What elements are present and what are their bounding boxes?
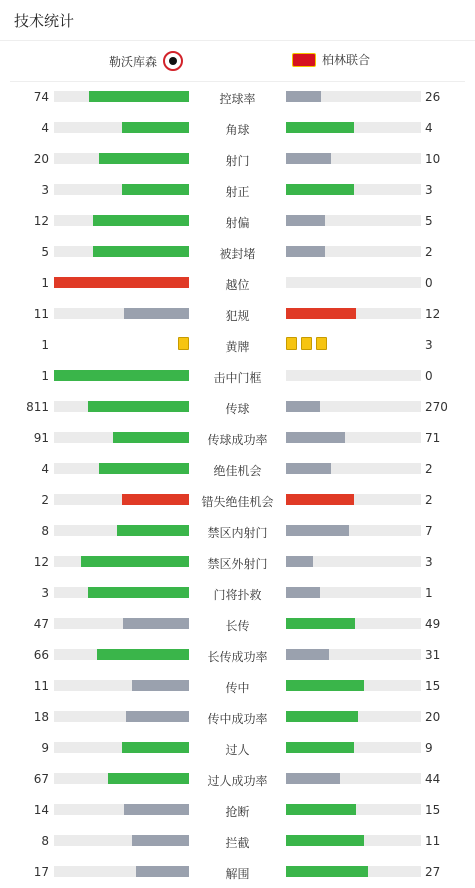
home-yellow-cards	[178, 337, 189, 350]
away-bar-fill	[286, 773, 340, 784]
home-value: 47	[33, 617, 49, 631]
stat-label: 门将扑救	[213, 588, 262, 602]
away-team[interactable]	[292, 51, 370, 68]
away-value: 31	[425, 648, 441, 662]
away-bar-track	[286, 308, 421, 319]
away-value: 3	[425, 338, 433, 352]
home-value: 1	[41, 276, 49, 290]
away-value: 15	[425, 803, 441, 817]
home-bar-fill	[97, 649, 189, 660]
away-value: 2	[425, 245, 433, 259]
home-team[interactable]	[109, 51, 183, 71]
stat-label: 长传成功率	[207, 650, 268, 664]
home-bar-track	[54, 184, 189, 195]
home-bar-fill	[88, 587, 189, 598]
home-value: 1	[41, 369, 49, 383]
away-value: 1	[425, 586, 433, 600]
away-bar-track	[286, 773, 421, 784]
stat-label: 传中成功率	[207, 712, 268, 726]
away-bar-fill	[286, 680, 364, 691]
stat-label: 过人成功率	[207, 774, 268, 788]
away-bar-track	[286, 649, 421, 660]
home-bar-fill	[122, 122, 190, 133]
home-value: 18	[33, 710, 49, 724]
stat-row	[0, 205, 475, 236]
home-value: 4	[41, 462, 49, 476]
home-bar-fill	[122, 742, 190, 753]
stat-row	[0, 81, 475, 112]
home-bar-fill	[117, 525, 189, 536]
home-value: 12	[33, 555, 49, 569]
away-bar-fill	[286, 742, 354, 753]
stat-label: 禁区内射门	[207, 526, 268, 540]
home-bar-track	[54, 680, 189, 691]
stat-label: 传球	[225, 402, 250, 416]
stat-label: 传球成功率	[207, 433, 268, 447]
away-bar-track	[286, 556, 421, 567]
stat-label: 过人	[225, 743, 250, 757]
away-bar-fill	[286, 463, 331, 474]
home-value: 3	[41, 183, 49, 197]
stats-list	[0, 81, 475, 887]
home-bar-track	[54, 370, 189, 381]
stat-row	[0, 329, 475, 360]
away-value: 12	[425, 307, 441, 321]
home-team-logo-icon	[163, 51, 183, 71]
home-bar-fill	[136, 866, 189, 877]
away-bar-fill	[286, 835, 364, 846]
stat-row	[0, 360, 475, 391]
home-value: 811	[26, 400, 49, 414]
home-value: 74	[33, 90, 49, 104]
away-bar-track	[286, 742, 421, 753]
home-value: 4	[41, 121, 49, 135]
yellow-card-icon	[316, 337, 327, 350]
away-bar-fill	[286, 587, 320, 598]
stat-label: 拦截	[225, 836, 250, 850]
stat-label: 射正	[225, 185, 250, 199]
away-bar-track	[286, 525, 421, 536]
home-bar-fill	[124, 804, 189, 815]
home-value: 8	[41, 834, 49, 848]
home-bar-fill	[124, 308, 189, 319]
home-bar-fill	[113, 432, 189, 443]
home-bar-fill	[123, 618, 189, 629]
stat-row	[0, 732, 475, 763]
home-bar-fill	[132, 835, 189, 846]
away-bar-track	[286, 370, 421, 381]
away-bar-track	[286, 587, 421, 598]
home-bar-track	[54, 246, 189, 257]
away-value: 15	[425, 679, 441, 693]
home-bar-fill	[93, 246, 189, 257]
away-bar-fill	[286, 618, 355, 629]
away-bar-fill	[286, 401, 320, 412]
away-team-name: 柏林联合	[322, 53, 371, 67]
stat-row	[0, 391, 475, 422]
stat-label: 角球	[225, 123, 250, 137]
away-bar-track	[286, 91, 421, 102]
home-bar-track	[54, 122, 189, 133]
stat-row	[0, 174, 475, 205]
stat-label: 击中门框	[213, 371, 262, 385]
home-bar-track	[54, 866, 189, 877]
home-value: 11	[33, 679, 49, 693]
away-bar-track	[286, 494, 421, 505]
away-value: 0	[425, 369, 433, 383]
home-bar-track	[54, 711, 189, 722]
away-bar-fill	[286, 215, 325, 226]
stat-label: 越位	[225, 278, 250, 292]
home-value: 11	[33, 307, 49, 321]
away-bar-track	[286, 277, 421, 288]
home-bar-fill	[122, 494, 190, 505]
home-bar-track	[54, 835, 189, 846]
away-bar-fill	[286, 525, 349, 536]
home-value: 2	[41, 493, 49, 507]
stat-row	[0, 422, 475, 453]
home-bar-track	[54, 742, 189, 753]
home-bar-track	[54, 153, 189, 164]
stat-row	[0, 143, 475, 174]
stat-row	[0, 453, 475, 484]
home-value: 1	[41, 338, 49, 352]
stat-label: 绝佳机会	[213, 464, 262, 478]
home-value: 67	[33, 772, 49, 786]
away-value: 44	[425, 772, 441, 786]
away-bar-track	[286, 866, 421, 877]
away-value: 270	[425, 400, 448, 414]
away-bar-fill	[286, 432, 345, 443]
away-value: 2	[425, 462, 433, 476]
stat-row	[0, 701, 475, 732]
home-value: 9	[41, 741, 49, 755]
home-value: 14	[33, 803, 49, 817]
home-bar-fill	[122, 184, 190, 195]
stat-label: 禁区外射门	[207, 557, 268, 571]
away-value: 10	[425, 152, 441, 166]
home-bar-track	[54, 773, 189, 784]
home-bar-fill	[132, 680, 189, 691]
away-value: 71	[425, 431, 441, 445]
home-bar-fill	[88, 401, 189, 412]
away-bar-track	[286, 804, 421, 815]
stat-row	[0, 484, 475, 515]
home-bar-fill	[89, 91, 189, 102]
away-value: 0	[425, 276, 433, 290]
away-bar-track	[286, 246, 421, 257]
away-bar-fill	[286, 153, 331, 164]
yellow-card-icon	[286, 337, 297, 350]
home-value: 20	[33, 152, 49, 166]
away-bar-fill	[286, 308, 356, 319]
away-bar-fill	[286, 122, 354, 133]
away-bar-track	[286, 153, 421, 164]
yellow-card-icon	[301, 337, 312, 350]
away-bar-fill	[286, 246, 325, 257]
stat-label: 错失绝佳机会	[201, 495, 274, 509]
away-bar-track	[286, 618, 421, 629]
home-bar-track	[54, 91, 189, 102]
home-bar-fill	[99, 463, 189, 474]
stat-row	[0, 267, 475, 298]
stat-label: 黄牌	[225, 340, 250, 354]
home-bar-fill	[108, 773, 189, 784]
home-bar-fill	[93, 215, 189, 226]
away-bar-fill	[286, 494, 354, 505]
stat-label: 控球率	[219, 92, 256, 106]
home-bar-track	[54, 401, 189, 412]
home-bar-track	[54, 649, 189, 660]
stat-row	[0, 763, 475, 794]
away-bar-track	[286, 463, 421, 474]
stat-row	[0, 856, 475, 887]
away-value: 4	[425, 121, 433, 135]
away-bar-track	[286, 711, 421, 722]
away-value: 7	[425, 524, 433, 538]
away-value: 11	[425, 834, 441, 848]
stat-label: 传中	[225, 681, 250, 695]
home-bar-track	[54, 618, 189, 629]
teams-row	[10, 41, 465, 82]
away-bar-track	[286, 835, 421, 846]
stat-row	[0, 236, 475, 267]
stat-label: 长传	[225, 619, 250, 633]
away-bar-track	[286, 680, 421, 691]
away-bar-track	[286, 215, 421, 226]
home-bar-track	[54, 556, 189, 567]
home-bar-track	[54, 494, 189, 505]
stat-row	[0, 639, 475, 670]
home-bar-track	[54, 215, 189, 226]
stat-label: 被封堵	[219, 247, 256, 261]
stat-row	[0, 608, 475, 639]
home-bar-track	[54, 804, 189, 815]
home-bar-fill	[126, 711, 189, 722]
home-bar-fill	[54, 370, 189, 381]
stat-label: 解围	[225, 867, 250, 881]
home-value: 66	[33, 648, 49, 662]
stat-row	[0, 794, 475, 825]
away-bar-fill	[286, 556, 313, 567]
home-value: 17	[33, 865, 49, 879]
away-team-logo-icon	[292, 53, 316, 67]
away-bar-track	[286, 432, 421, 443]
away-value: 27	[425, 865, 441, 879]
away-value: 49	[425, 617, 441, 631]
away-bar-fill	[286, 866, 368, 877]
stat-row	[0, 670, 475, 701]
home-bar-track	[54, 308, 189, 319]
stat-row	[0, 112, 475, 143]
yellow-card-icon	[178, 337, 189, 350]
away-bar-fill	[286, 91, 321, 102]
home-bar-track	[54, 525, 189, 536]
away-value: 2	[425, 493, 433, 507]
home-team-name: 勒沃库森	[108, 54, 157, 69]
home-value: 5	[41, 245, 49, 259]
stat-row	[0, 577, 475, 608]
home-bar-track	[54, 587, 189, 598]
stat-label: 抢断	[225, 805, 250, 819]
away-yellow-cards	[286, 337, 327, 350]
away-value: 9	[425, 741, 433, 755]
home-value: 12	[33, 214, 49, 228]
home-value: 91	[33, 431, 49, 445]
away-bar-fill	[286, 184, 354, 195]
home-bar-fill	[81, 556, 189, 567]
away-value: 20	[425, 710, 441, 724]
away-bar-track	[286, 184, 421, 195]
stat-row	[0, 825, 475, 856]
home-bar-track	[54, 432, 189, 443]
home-bar-track	[54, 277, 189, 288]
away-value: 26	[425, 90, 441, 104]
header-bar	[0, 0, 475, 41]
away-value: 3	[425, 555, 433, 569]
away-bar-track	[286, 122, 421, 133]
stat-row	[0, 546, 475, 577]
home-bar-fill	[99, 153, 189, 164]
home-value: 8	[41, 524, 49, 538]
stat-label: 射偏	[225, 216, 250, 230]
stat-label: 射门	[225, 154, 250, 168]
away-value: 3	[425, 183, 433, 197]
away-bar-track	[286, 401, 421, 412]
away-bar-fill	[286, 649, 329, 660]
stat-label: 犯规	[225, 309, 250, 323]
stat-row	[0, 515, 475, 546]
stat-row	[0, 298, 475, 329]
away-bar-fill	[286, 711, 358, 722]
away-bar-fill	[286, 804, 356, 815]
home-bar-fill	[54, 277, 189, 288]
page-title: 技术统计	[14, 12, 75, 30]
away-value: 5	[425, 214, 433, 228]
home-value: 3	[41, 586, 49, 600]
home-bar-track	[54, 463, 189, 474]
